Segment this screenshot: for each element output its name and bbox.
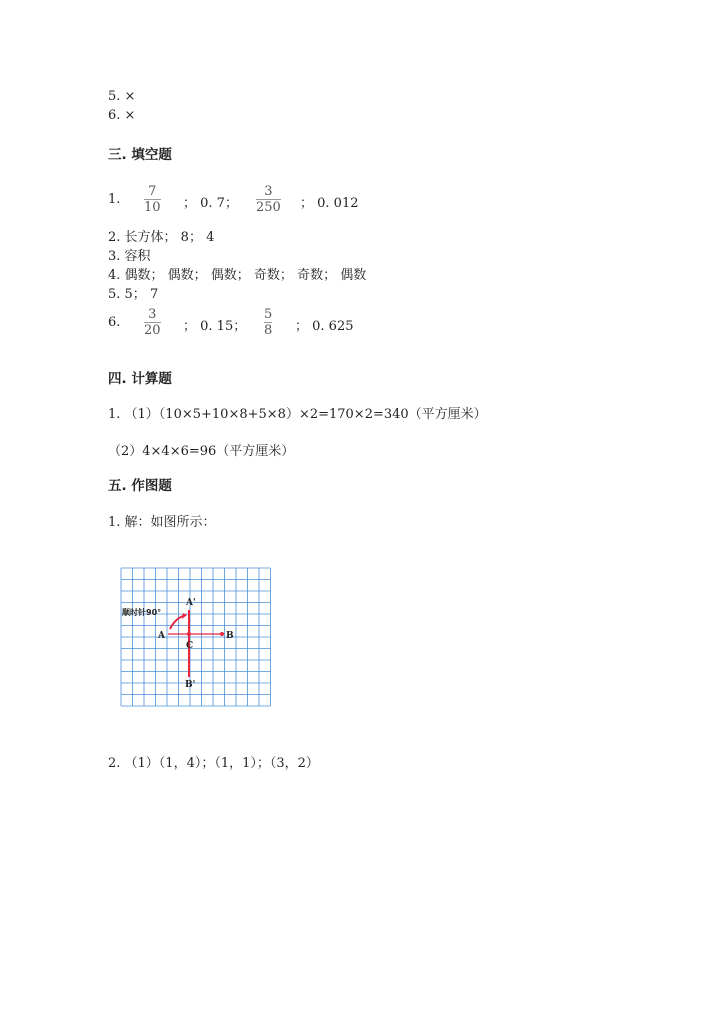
denominator: 20 — [144, 323, 161, 338]
denominator: 8 — [264, 323, 273, 338]
grid — [121, 568, 271, 706]
answer-text: ； 0. 625 — [295, 319, 354, 334]
denominator: 10 — [144, 200, 161, 215]
answer-line: 1. 解：如图所示： — [108, 515, 216, 530]
numerator: 7 — [148, 184, 157, 199]
label-a-prime: A' — [186, 598, 196, 608]
label-c: C — [186, 641, 194, 651]
answer-line: 5. × — [108, 89, 136, 104]
fraction — [144, 307, 161, 338]
numerator: 3 — [264, 184, 273, 199]
question-number: 1. — [108, 192, 121, 207]
section-title: 五. 作图题 — [108, 478, 172, 494]
answer-line: 2. 长方体； 8； 4 — [108, 230, 215, 245]
rotation-arrow-icon — [170, 616, 183, 629]
section-title: 四. 计算题 — [108, 371, 172, 387]
point-b — [220, 632, 224, 636]
point-c — [187, 632, 191, 636]
rotation-figure — [120, 567, 272, 709]
answer-line: 5. 5； 7 — [108, 287, 159, 302]
answer-line: （2）4×4×6=96（平方厘米） — [108, 444, 295, 459]
answer-line: 3. 容积 — [108, 249, 151, 264]
denominator: 250 — [256, 200, 281, 215]
fraction — [264, 307, 272, 338]
section-title: 三. 填空题 — [108, 147, 172, 163]
answer-line: 6. × — [108, 108, 136, 123]
answer-text: ； 0. 012 — [300, 196, 359, 211]
answer-line: 2. （1）（1，4）；（1，1）；（3，2） — [108, 756, 319, 771]
answer-line: 1. （1）（10×5+10×8+5×8）×2=170×2=340（平方厘米） — [108, 407, 487, 422]
numerator: 5 — [264, 307, 273, 322]
label-b-prime: B' — [185, 680, 196, 690]
fraction — [256, 184, 281, 215]
fraction — [144, 184, 161, 215]
answer-text: ； 0. 15； — [183, 319, 247, 334]
label-a: A — [158, 631, 165, 641]
rotation-label: 顺时针90° — [122, 608, 162, 617]
answer-line: 4. 偶数； 偶数； 偶数； 奇数； 奇数； 偶数 — [108, 268, 367, 283]
label-b: B — [226, 631, 234, 641]
question-number: 6. — [108, 315, 121, 330]
numerator: 3 — [148, 307, 157, 322]
answer-text: ； 0. 7； — [183, 196, 238, 211]
